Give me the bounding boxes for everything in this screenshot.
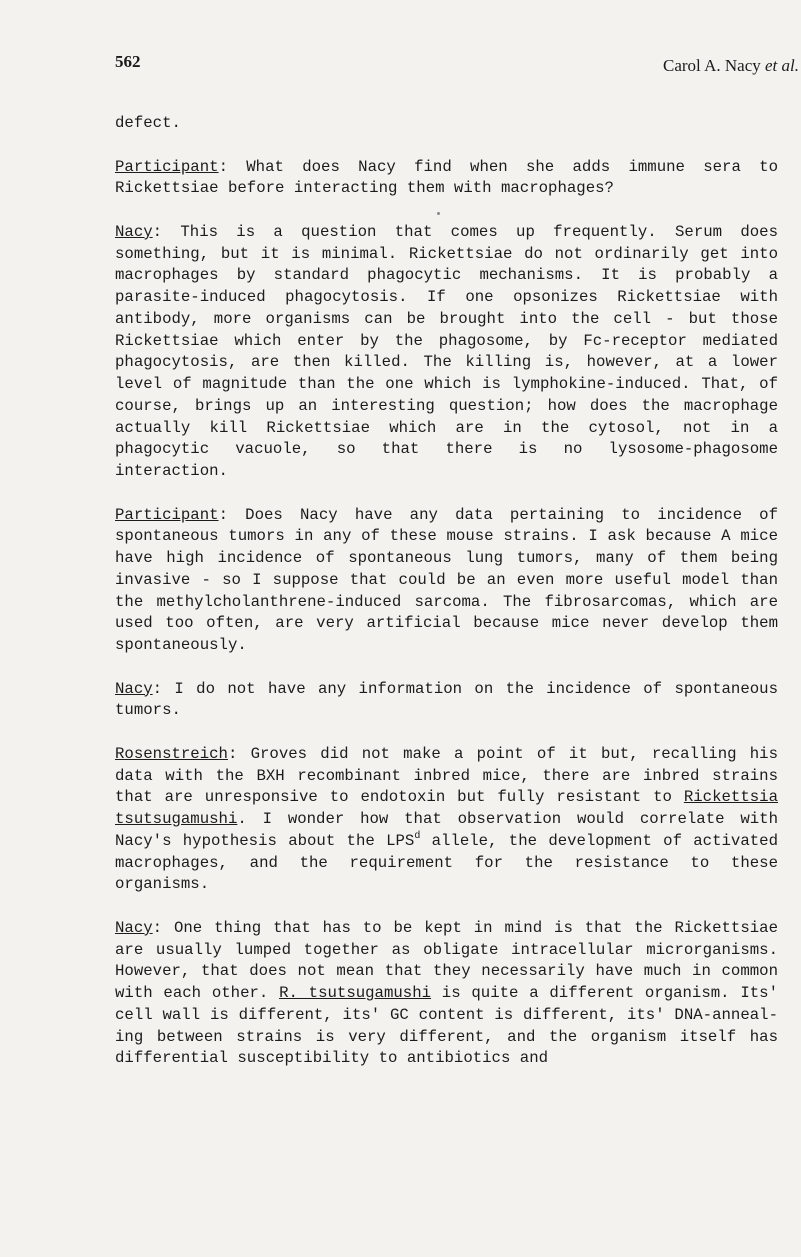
species-name: R. tsutsugamushi [279, 984, 432, 1002]
speaker-name: Nacy [115, 222, 153, 241]
speaker-name: Nacy [115, 679, 153, 698]
exchange-participant-tumors [115, 505, 778, 657]
running-head-author: Carol A. Nacy [663, 56, 761, 75]
paragraph-text: This is a question that comes up frequently. Serum does something, but it is minimal. Rickettsiae do not ordinarily get into macrophages by standard phagocytic mechanisms. It is probably a parasite-induced phagocytosis. If one opsonizes Rickettsiae with antibody, more organisms can be brought into the cell - but those Rickettsiae which enter by the phagosome, by Fc-receptor mediated phagocytosis, are then killed. The killing is, however, at a lower level of magnitude than the one which is lymphokine-induced. That, of course, brings up an interesting question; how does the macrophage actually kill Rickettsiae which are in the cytosol, not in a phagocytic vacuole, so that there is no lysosome-phagosome interaction. [115, 222, 778, 480]
paragraph-text: One thing that has to be kept in mind is that the Rickettsiae are usually lumped together as obligate intracellular microrganisms. However, that does not mean that they necessarily have much in common with each other. [115, 918, 778, 1002]
running-head [663, 56, 799, 76]
paragraph-continuation [115, 113, 778, 135]
exchange-nacy-rickettsiae [115, 918, 778, 1070]
speaker-colon: : [227, 744, 238, 763]
speaker-name: Nacy [115, 918, 153, 937]
page-body [115, 113, 778, 1092]
speaker-name: Participant [115, 157, 219, 176]
speaker-colon: : [218, 505, 228, 524]
paragraph-text: Does Nacy have any data pertaining to incidence of spontaneous tumors in any of these mouse strains. I ask because A mice have high incidence of spontaneous lung tumors, many of them being invasive - so I suppose that could be an even more useful model than the methylcholanthrene-induced sarcoma. The fibrosarcomas, which are used too often, are very artificial because mice never develop them spontaneously. [115, 505, 778, 654]
paragraph-text: Groves did not make a point of it but, recalling his data with the BXH recombinant inbred mice, there are inbred strains that are unresponsive to endotoxin but fully resistant to [115, 744, 778, 807]
paragraph-text: . I wonder how that observation would correlate with Nacy's hypothesis about the LPS [115, 810, 778, 850]
speaker-name: Rosenstreich [115, 744, 228, 763]
paragraph-text: is quite a different organism. Its' cell wall is different, its' GC content is different, its' DNA-annealing between strains is very different, and the organism itself has differential susceptibility to antibiotics and [115, 984, 779, 1068]
speaker-name: Participant [115, 505, 219, 524]
exchange-participant-question [115, 157, 778, 201]
speaker-colon: : [152, 222, 163, 241]
running-head-etal: et al. [765, 56, 799, 75]
paragraph-text: What does Nacy find when she adds immune sera to Rickettsiae before interacting them with macrophages? [115, 157, 778, 198]
speaker-colon: : [152, 918, 163, 937]
speaker-colon: : [152, 679, 163, 698]
paragraph-text: I do not have any information on the incidence of spontaneous tumors. [115, 679, 778, 720]
species-name: Rickettsia tsutsugamushi [115, 788, 778, 828]
exchange-nacy-answer [115, 222, 778, 483]
allele-superscript: d [414, 830, 421, 842]
paragraph-text: allele, the development of activated macrophages, and the requirement for the resistance to these organisms. [115, 831, 778, 894]
page-number: 562 [115, 52, 141, 71]
speaker-colon: : [218, 157, 228, 176]
paragraph-text: defect. [115, 114, 181, 132]
exchange-nacy-tumors [115, 679, 778, 723]
exchange-rosenstreich [115, 744, 778, 896]
